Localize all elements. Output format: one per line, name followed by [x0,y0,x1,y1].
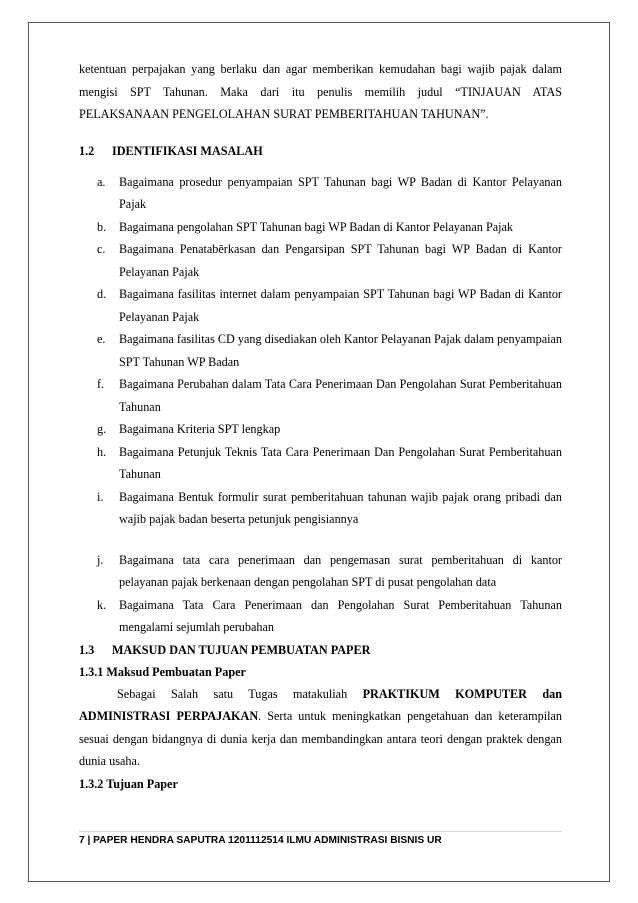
list-marker: h. [97,444,107,459]
list-item [79,373,562,418]
list-spacer [79,531,562,549]
document-page [79,58,562,795]
section-number: 1.3 [79,642,95,657]
list-item-text: Bagaimana tata cara penerimaan dan pengemasan surat pemberitahuan di kantor pelayanan pajak berkenaan dengan pengolahan SPT di pusat pengolahan data [119,552,562,589]
list-item-text: Bagaimana Tata Cara Penerimaan dan Pengolahan Surat Pemberitahuan Tahunan mengalami sejumlah perubahan [119,597,562,634]
page-footer: 7 | PAPER HENDRA SAPUTRA 1201112514 ILMU ADMINISTRASI BISNIS UR [79,831,562,846]
intro-line-2: mengisi SPT Tahunan. Maka dari itu penulis memilih judul “TINJAUAN ATAS [79,84,562,99]
maksud-paragraph [79,683,562,773]
list-marker: j. [97,552,104,567]
list-item-text: Bagaimana Petunjuk Teknis Tata Cara Penerimaan Dan Pengolahan Surat Pemberitahuan Tahunan [119,444,562,481]
list-marker: k. [97,597,107,612]
list-marker: d. [97,287,107,301]
list-marker: e. [97,332,106,346]
list-marker: g. [97,422,107,436]
section-heading-1-3 [79,639,562,661]
list-item-text: Bagaimana Perubahan dalam Tata Cara Penerimaan Dan Pengolahan Surat Pemberitahuan Tahunan [119,377,562,414]
subsection-heading-1-3-1: 1.3.1 Maksud Pembuatan Paper [79,664,246,679]
list-item [79,441,562,486]
list-item [79,216,562,239]
maksud-text-post: . Serta untuk meningkatkan pengetahuan dan keterampilan sesuai dengan bidangnya di dunia kerja dan membandingkan antara teori dengan praktek dengan dunia usaha. [79,709,562,768]
list-marker: b. [97,219,107,234]
list-item [79,328,562,373]
list-item [79,171,562,216]
list-item-text: Bagaimana pengolahan SPT Tahunan bagi WP Badan di Kantor Pelayanan Pajak [119,219,514,234]
list-item [79,418,562,441]
list-item-text: Bagaimana Kriteria SPT lengkap [119,422,281,436]
list-marker: i. [97,489,104,504]
intro-paragraph [79,58,562,126]
problem-list [79,171,562,639]
list-marker: a. [97,174,106,189]
intro-line-1: ketentuan perpajakan yang berlaku dan agar memberikan kemudahan bagi wajib pajak dalam [79,62,562,76]
list-item-text: Bagaimana prosedur penyampaian SPT Tahunan bagi WP Badan di Kantor Pelayanan Pajak [119,174,562,211]
maksud-text-pre: Sebagai Salah satu Tugas matakuliah [117,686,363,701]
intro-line-3: PELAKSANAAN PENGELOLAHAN SURAT PEMBERITAHUAN TAHUNAN”. [79,107,489,121]
list-item [79,486,562,531]
list-item [79,238,562,283]
list-item [79,283,562,328]
section-number: 1.2 [79,143,95,158]
maksud-text-bold: PRAKTIKUM KOMPUTER dan ADMINISTRASI PERPAJAKAN [79,686,562,723]
subsection-heading-1-3-2: 1.3.2 Tujuan Paper [79,776,178,791]
section-title: IDENTIFIKASI MASALAH [112,143,263,158]
list-item-text: Bagaimana fasilitas CD yang disediakan oleh Kantor Pelayanan Pajak dalam penyampaian SPT Tahunan WP Badan [119,332,562,369]
list-item [79,549,562,594]
section-title: MAKSUD DAN TUJUAN PEMBUATAN PAPER [112,642,371,657]
section-heading-1-2 [79,140,562,162]
list-marker: c. [97,242,106,256]
list-item-text: Bagaimana Bentuk formulir surat pemberitahuan tahunan wajib pajak orang pribadi dan wajib pajak badan beserta petunjuk pengisiannya [119,489,562,526]
list-item-text: Bagaimana Penatabērkasan dan Pengarsipan SPT Tahunan bagi WP Badan di Kantor Pelayanan Pajak [119,242,562,279]
list-item-text: Bagaimana fasilitas internet dalam penyampaian SPT Tahunan bagi WP Badan di Kantor Pelayanan Pajak [119,287,562,324]
list-item [79,594,562,639]
list-marker: f. [97,377,105,391]
